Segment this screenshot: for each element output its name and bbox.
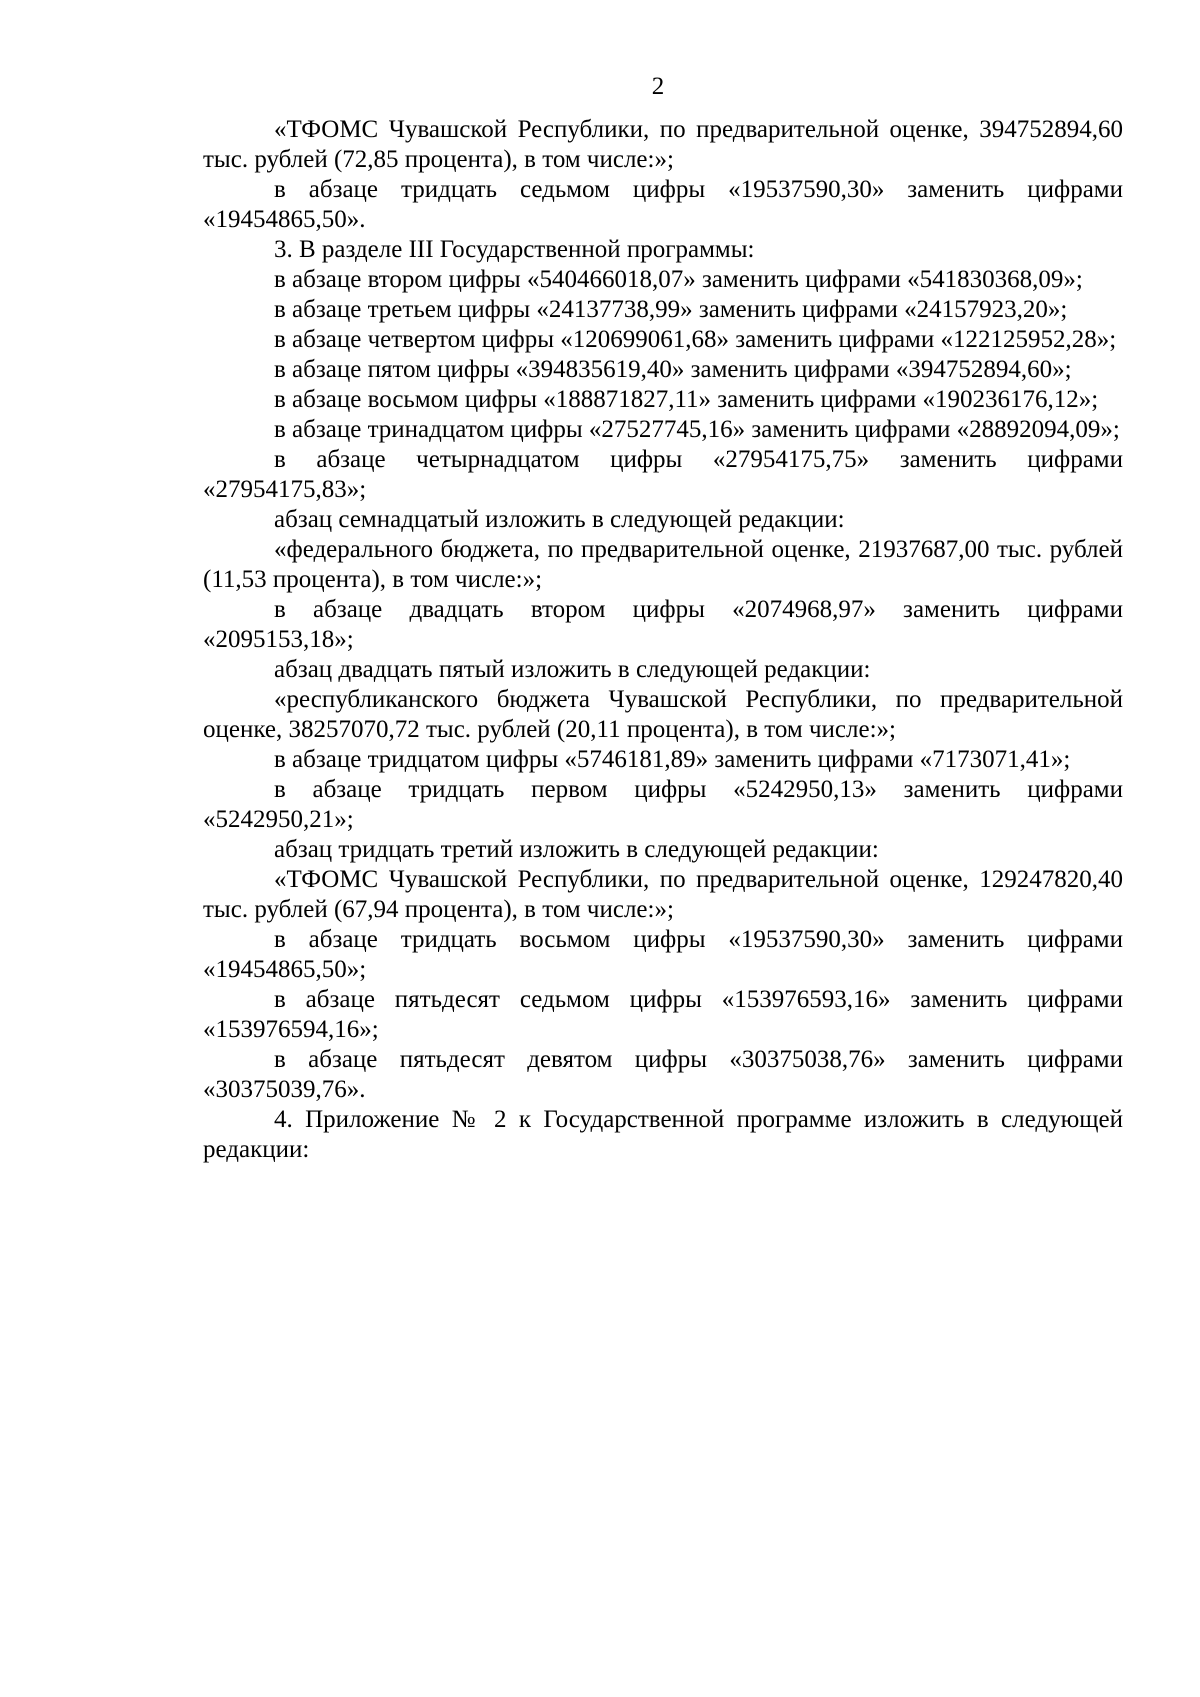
paragraph-appendix-instruction: 4. Приложение № 2 к Государственной программе изложить в следующей редакции: [203, 1106, 1123, 1163]
paragraph-amendment: в абзаце двадцать втором цифры «2074968,97» заменить цифрами «2095153,18»; [203, 596, 1123, 653]
paragraph-amendment: в абзаце тридцать первом цифры «5242950,13» заменить цифрами «5242950,21»; [203, 776, 1123, 833]
paragraph-amendment: в абзаце третьем цифры «24137738,99» заменить цифрами «24157923,20»; [274, 296, 1068, 323]
paragraph-amendment: в абзаце четвертом цифры «120699061,68» заменить цифрами «122125952,28»; [274, 326, 1117, 353]
paragraph-amendment: в абзаце пятом цифры «394835619,40» заменить цифрами «394752894,60»; [274, 356, 1072, 383]
paragraph-redaction-intro: абзац двадцать пятый изложить в следующей редакции: [274, 656, 871, 683]
paragraph-section-heading: 3. В разделе III Государственной программы: [274, 236, 755, 263]
paragraph-tfoms-first: «ТФОМС Чувашской Республики, по предварительной оценке, 394752894,60 тыс. рублей (72,85 процента), в том числе:»; [203, 116, 1123, 173]
paragraph-redaction-intro: абзац семнадцатый изложить в следующей редакции: [274, 506, 845, 533]
document-body [203, 115, 1123, 1165]
paragraph-amendment: в абзаце тридцать восьмом цифры «19537590,30» заменить цифрами «19454865,50»; [203, 926, 1123, 983]
paragraph-amendment: в абзаце тринадцатом цифры «27527745,16» заменить цифрами «28892094,09»; [274, 416, 1120, 443]
paragraph-amendment: в абзаце пятьдесят седьмом цифры «153976593,16» заменить цифрами «153976594,16»; [203, 986, 1123, 1043]
paragraph-republican-budget: «республиканского бюджета Чувашской Республики, по предварительной оценке, 38257070,72 тыс. рублей (20,11 процента), в том числе:»; [203, 686, 1123, 743]
paragraph-federal-budget: «федерального бюджета, по предварительной оценке, 21937687,00 тыс. рублей (11,53 процента), в том числе:»; [203, 536, 1123, 593]
paragraph-amendment: в абзаце втором цифры «540466018,07» заменить цифрами «541830368,09»; [274, 266, 1083, 293]
paragraph-amendment: в абзаце восьмом цифры «188871827,11» заменить цифрами «190236176,12»; [274, 386, 1099, 413]
paragraph-amendment: в абзаце пятьдесят девятом цифры «30375038,76» заменить цифрами «30375039,76». [203, 1046, 1123, 1103]
paragraph-redaction-intro: абзац тридцать третий изложить в следующей редакции: [274, 836, 879, 863]
paragraph-tfoms-second: «ТФОМС Чувашской Республики, по предварительной оценке, 129247820,40 тыс. рублей (67,94 процента), в том числе:»; [203, 866, 1123, 923]
paragraph-amendment: в абзаце тридцать седьмом цифры «19537590,30» заменить цифрами «19454865,50». [203, 176, 1123, 233]
page-number: 2 [651, 73, 665, 100]
paragraph-amendment: в абзаце четырнадцатом цифры «27954175,75» заменить цифрами «27954175,83»; [203, 446, 1123, 503]
paragraph-amendment: в абзаце тридцатом цифры «5746181,89» заменить цифрами «7173071,41»; [274, 746, 1071, 773]
